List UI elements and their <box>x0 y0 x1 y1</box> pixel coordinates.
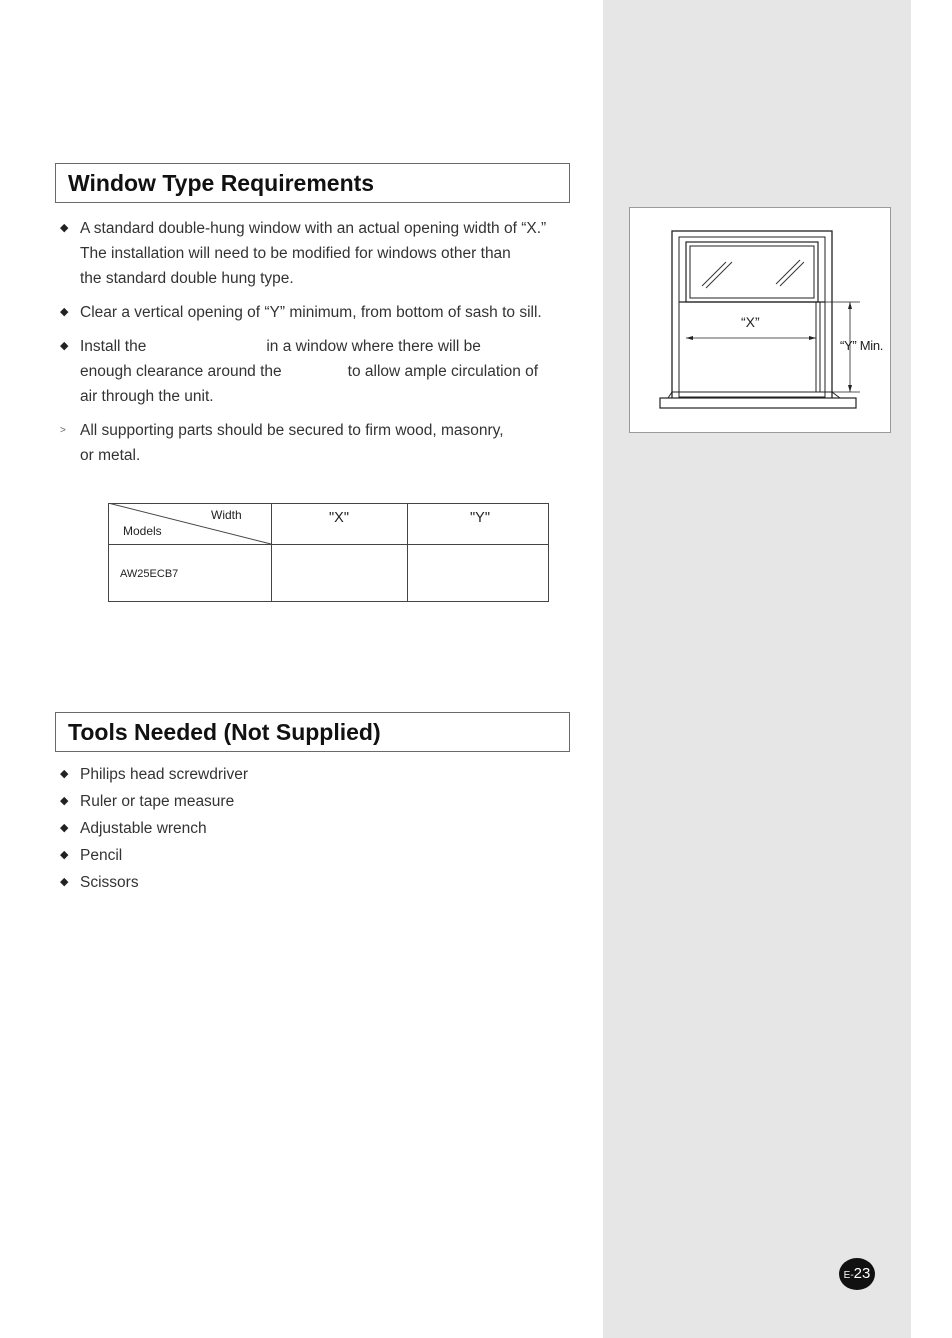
dimensions-table <box>108 503 549 602</box>
diamond-bullet-icon: ◆ <box>60 822 69 834</box>
tools-list <box>60 761 580 896</box>
diamond-bullet-icon: ◆ <box>60 849 69 861</box>
list-item: ◆ Pencil <box>60 842 580 869</box>
arrow-bullet-icon: > <box>60 425 66 436</box>
table-corner-models: Models <box>123 524 162 538</box>
list-item: ◆ Scissors <box>60 869 580 896</box>
list-item: ◆ Install the in a window where there will be enough clearance around the to allow ample circulation of air through the unit. <box>60 334 580 409</box>
tools-needed-header <box>55 712 570 752</box>
list-item: ◆ Clear a vertical opening of “Y” minimum, from bottom of sash to sill. <box>60 300 580 325</box>
diamond-bullet-icon: ◆ <box>60 768 69 780</box>
window-diagram <box>629 207 891 433</box>
diamond-bullet-icon: ◆ <box>60 876 69 888</box>
table-corner-width: Width <box>211 508 242 522</box>
list-item: ◆ Adjustable wrench <box>60 815 580 842</box>
list-item: ◆ A standard double-hung window with an actual opening width of “X.” The installation will need to be modified for windows other than the standard double hung type. <box>60 216 580 291</box>
list-item: ◆ Ruler or tape measure <box>60 788 580 815</box>
diamond-bullet-icon: ◆ <box>60 306 69 318</box>
list-item: > All supporting parts should be secured to firm wood, masonry, or metal. <box>60 418 580 468</box>
window-illustration <box>630 208 890 432</box>
diamond-bullet-icon: ◆ <box>60 340 69 352</box>
list-item: ◆ Philips head screwdriver <box>60 761 580 788</box>
table-model-cell: AW25ECB7 <box>120 568 179 580</box>
figure-label-x: “X” <box>741 314 760 330</box>
table-header-y: "Y" <box>470 510 490 526</box>
tools-needed-title: Tools Needed (Not Supplied) <box>68 719 381 745</box>
figure-label-y: “Y” Min. <box>840 338 884 353</box>
diamond-bullet-icon: ◆ <box>60 222 69 234</box>
right-margin-panel <box>603 0 911 1338</box>
window-requirements-list <box>60 216 580 477</box>
window-requirements-header <box>55 163 570 203</box>
diamond-bullet-icon: ◆ <box>60 795 69 807</box>
table-header-x: "X" <box>329 510 349 526</box>
window-requirements-title: Window Type Requirements <box>68 170 375 196</box>
page-number-badge: E-23 <box>839 1258 875 1290</box>
